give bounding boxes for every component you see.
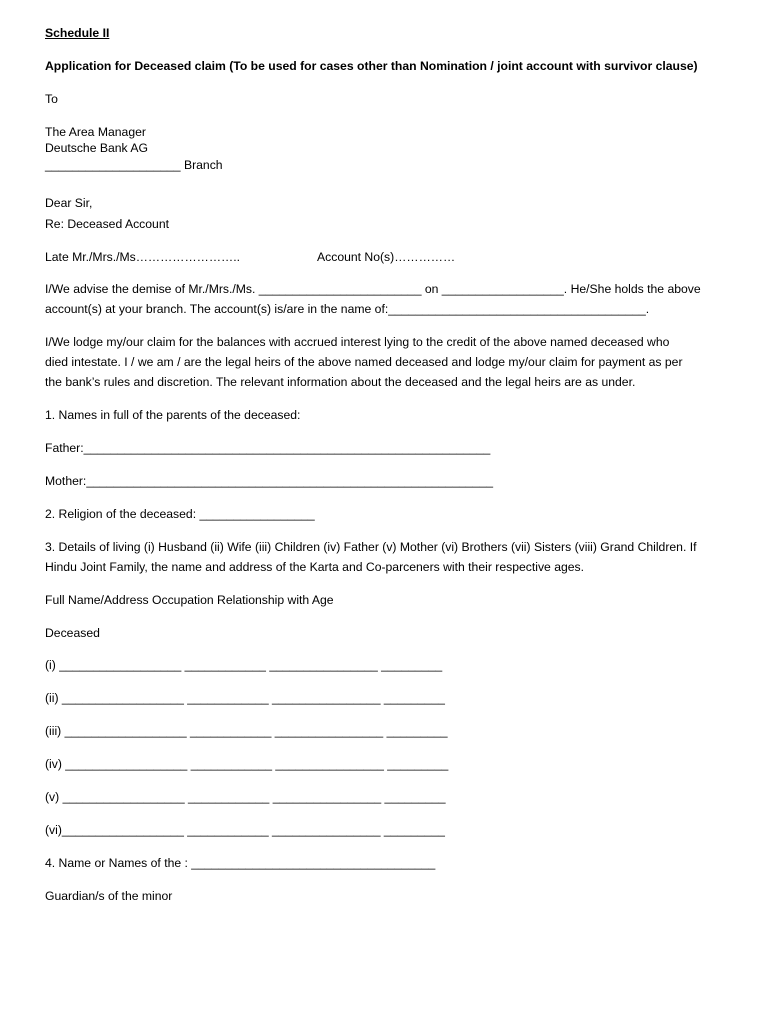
question-3: [45, 537, 735, 577]
table-header: Full Name/Address Occupation Relationship with Age: [45, 593, 334, 607]
guardian-label: Guardian/s of the minor: [45, 889, 173, 903]
advise-line-1: I/We advise the demise of Mr./Mrs./Ms. ________________________ on __________________. He/She holds the above: [45, 282, 701, 296]
claim-line-3: the bank’s rules and discretion. The relevant information about the deceased and the legal heirs are as under.: [45, 375, 636, 389]
schedule-title: Schedule II: [45, 26, 110, 40]
advise-paragraph: [45, 279, 735, 319]
salutation: Dear Sir,: [45, 196, 93, 210]
address-line-2: Deutsche Bank AG: [45, 141, 148, 155]
question-3-line-1: 3. Details of living (i) Husband (ii) Wife (iii) Children (iv) Father (v) Mother (vi) Brothers (vii) Sisters (viii) Grand Children. If: [45, 540, 697, 554]
address-branch-line: ____________________ Branch: [45, 158, 223, 172]
question-4: 4. Name or Names of the : ____________________________________: [45, 856, 436, 870]
to-label: To: [45, 92, 58, 106]
heir-row-ii: (ii) __________________ ____________ ________________ _________: [45, 691, 445, 705]
heir-row-i: (i) __________________ ____________ ________________ _________: [45, 658, 443, 672]
heir-row-v: (v) __________________ ____________ ________________ _________: [45, 790, 446, 804]
question-1: 1. Names in full of the parents of the deceased:: [45, 408, 301, 422]
heir-row-vi: (vi)__________________ ____________ ________________ _________: [45, 823, 445, 837]
subject-line: Re: Deceased Account: [45, 217, 169, 231]
heir-row-iii: (iii) __________________ ____________ ________________ _________: [45, 724, 448, 738]
claim-line-1: I/We lodge my/our claim for the balances with accrued interest lying to the credit of the above named deceased who: [45, 335, 670, 349]
question-3-line-2: Hindu Joint Family, the name and address of the Karta and Co-parceners with their respective ages.: [45, 560, 585, 574]
account-number-field: Account No(s)……………: [317, 250, 456, 264]
late-name-field: Late Mr./Mrs./Ms……………………..: [45, 250, 241, 264]
father-field: Father:____________________________________________________________: [45, 441, 491, 455]
form-title: Application for Deceased claim (To be used for cases other than Nomination / joint account with survivor clause): [45, 59, 698, 73]
address-line-1: The Area Manager: [45, 125, 146, 139]
claim-paragraph: [45, 332, 735, 392]
mother-field: Mother:____________________________________________________________: [45, 474, 494, 488]
advise-line-2: account(s) at your branch. The account(s) is/are in the name of:______________________________________.: [45, 302, 650, 316]
heir-row-iv: (iv) __________________ ____________ ________________ _________: [45, 757, 449, 771]
question-2: 2. Religion of the deceased: _________________: [45, 507, 315, 521]
claim-line-2: died intestate. I / we am / are the legal heirs of the above named deceased and lodge my/our claim for payment as per: [45, 355, 683, 369]
deceased-label: Deceased: [45, 626, 100, 640]
